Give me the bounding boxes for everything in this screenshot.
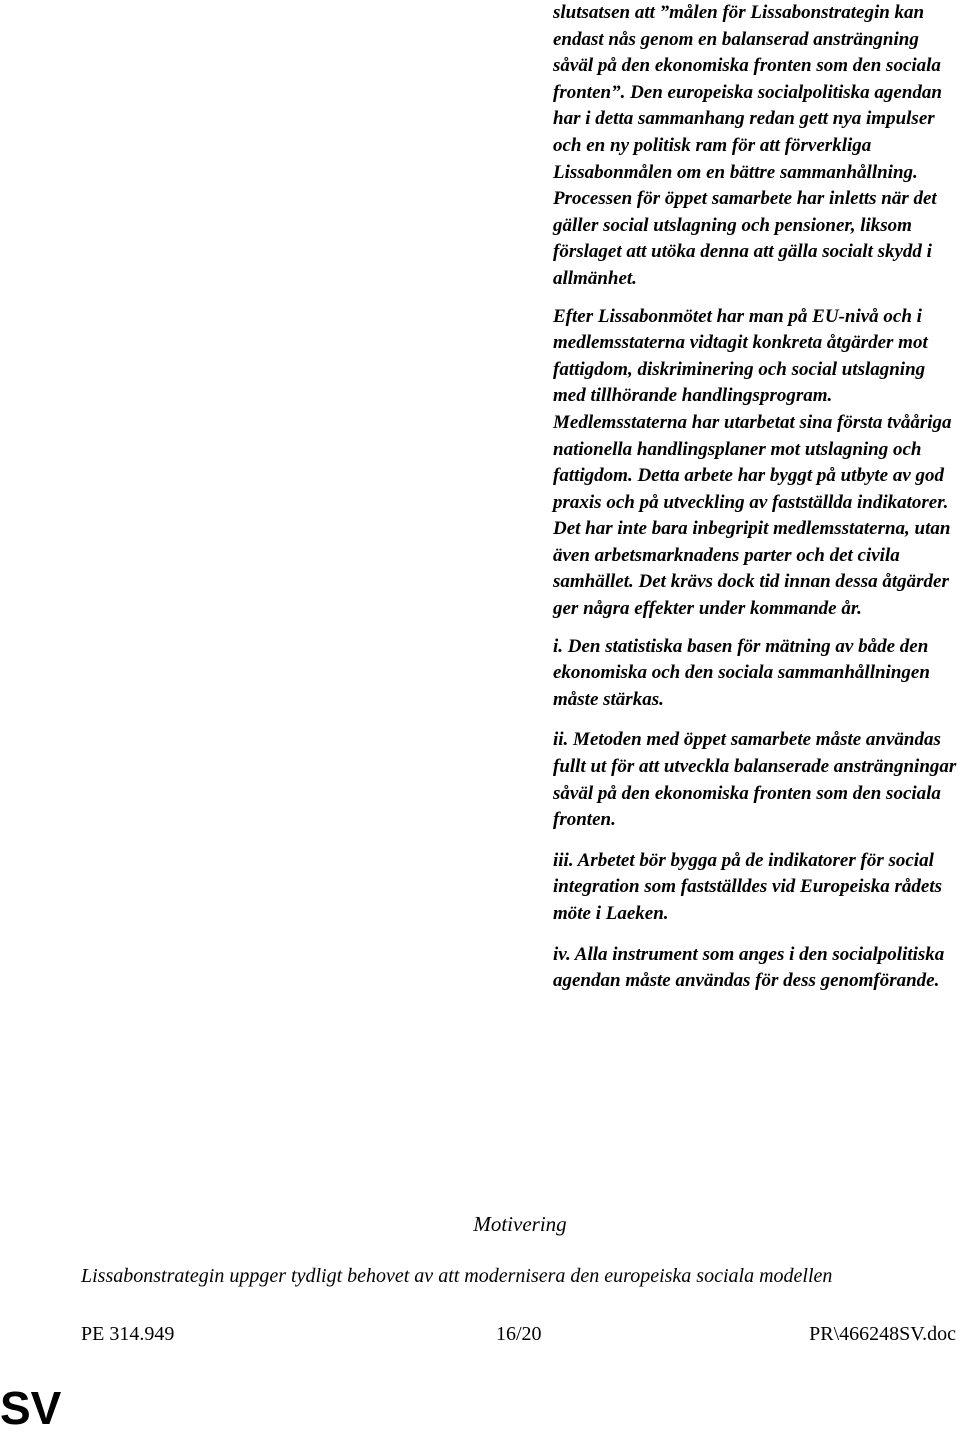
list-item-iii: iii. Arbetet bör bygga på de indikatorer för social integration som fastställdes vid Europeiska rådets möte i Laeken. (553, 849, 943, 924)
footer-file-name: PR\466248SV.doc (809, 1323, 956, 1345)
list-item-i: i. Den statistiska basen för mätning av både den ekonomiska och den sociala sammanhållningen måste stärkas. (553, 635, 930, 710)
amendment-paragraph-2: Efter Lissabonmötet har man på EU-nivå och i medlemsstaterna vidtagit konkreta åtgärder mot fattigdom, diskriminering och social utslagning med tillhörande handlingsprogram. Medlemsstaterna har utarbetat sina första tvååriga nationella handlingsplaner mot utslagning och fattigdom. Detta arbete har byggt på utbyte av god praxis och på utveckling av fastställda indikatorer. Det har inte bara inbegripit medlemsstaterna, utan även arbetsmarknadens parter och det civila samhället. Det krävs dock tid innan dessa åtgärder ger några effekter under kommande år. (553, 305, 952, 620)
amendment-paragraph-1: slutsatsen att ”målen för Lissabonstrategin kan endast nås genom en balanserad ansträngning såväl på den ekonomiska fronten som den sociala fronten”. Den europeiska socialpolitiska agendan har i detta sammanhang redan gett nya impulser och en ny politisk ram för att förverkliga Lissabonmålen om en bättre sammanhållning. Processen för öppet samarbete har inletts när det gäller social utslagning och pensioner, liksom förslaget att utöka denna att gälla socialt skydd i allmänhet. (553, 2, 942, 289)
language-code: SV (0, 1382, 62, 1434)
list-item-iv: iv. Alla instrument som anges i den socialpolitiska agendan måste användas för dess genomförande. (553, 943, 945, 992)
motivering-text: Lissabonstrategin uppger tydligt behovet av att modernisera den europeiska sociala modellen (81, 1265, 833, 1287)
amendment-text-column (553, 0, 957, 1009)
list-item-ii: ii. Metoden med öppet samarbete måste användas fullt ut för att utveckla balanserade ansträngningar såväl på den ekonomiska fronten som den sociala fronten. (553, 729, 957, 831)
footer-page-number: 16/20 (496, 1323, 542, 1345)
footer-doc-ref: PE 314.949 (81, 1323, 175, 1345)
page-footer (0, 1321, 960, 1347)
motivering-heading: Motivering (473, 1212, 567, 1236)
